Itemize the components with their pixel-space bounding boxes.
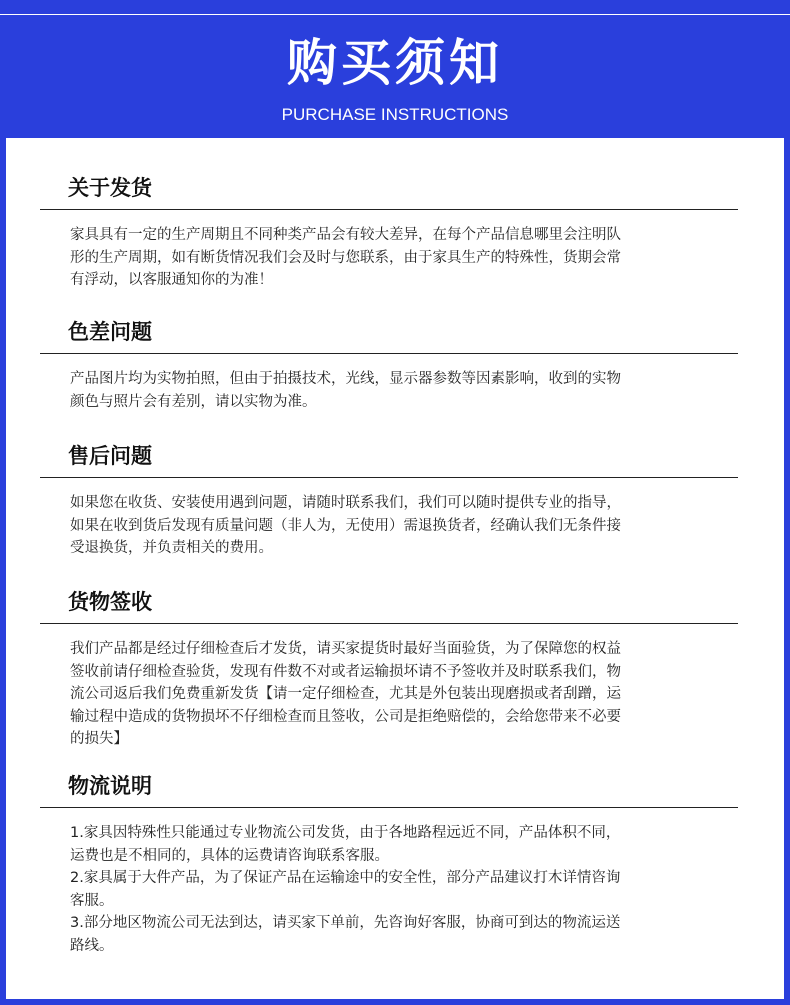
section-body bbox=[40, 624, 738, 751]
section-heading: 物流说明 bbox=[40, 772, 738, 808]
page-subtitle: PURCHASE INSTRUCTIONS bbox=[281, 105, 509, 124]
top-stripe bbox=[0, 0, 790, 14]
body-line: 流公司返后我们免费重新发货【请一定仔细检查，尤其是外包装出现磨损或者刮蹭，运 bbox=[70, 686, 621, 702]
body-line: 3.部分地区物流公司无法到达，请买家下单前，先咨询好客服，协商可到达的物流运送 bbox=[70, 915, 621, 931]
section-body bbox=[40, 478, 738, 560]
body-line: 如果在收到货后发现有质量问题（非人为，无使用）需退换货者，经确认我们无条件接 bbox=[70, 517, 621, 534]
body-line: 颜色与照片会有差别，请以实物为准。 bbox=[70, 393, 317, 410]
page-title: 购买须知 bbox=[287, 34, 503, 92]
body-line: 输过程中造成的货物损坏不仔细检查而且签收，公司是拒绝赔偿的，会给您带来不必要 bbox=[70, 708, 621, 725]
body-line: 路线。 bbox=[70, 937, 114, 954]
body-line: 形的生产周期，如有断货情况我们会及时与您联系，由于家具生产的特殊性，货期会常 bbox=[70, 249, 621, 266]
section-color-difference bbox=[40, 318, 738, 413]
body-line: 如果您在收货、安装使用遇到问题，请随时联系我们，我们可以随时提供专业的指导， bbox=[70, 495, 621, 511]
body-line: 1.家具因特殊性只能通过专业物流公司发货，由于各地路程远近不同，产品体积不同， bbox=[70, 825, 621, 841]
body-line: 家具具有一定的生产周期且不同种类产品会有较大差异，在每个产品信息哪里会注明队 bbox=[70, 227, 621, 243]
section-after-sales bbox=[40, 442, 738, 560]
body-line: 客服。 bbox=[70, 892, 114, 909]
section-body bbox=[40, 808, 738, 957]
section-body bbox=[40, 210, 738, 292]
body-line: 我们产品都是经过仔细检查后才发货，请买家提货时最好当面验货，为了保障您的权益 bbox=[70, 641, 621, 657]
section-body bbox=[40, 354, 738, 413]
section-heading: 关于发货 bbox=[40, 174, 738, 210]
section-shipping bbox=[40, 174, 738, 292]
section-heading: 色差问题 bbox=[40, 318, 738, 354]
section-logistics bbox=[40, 772, 738, 957]
header-banner bbox=[0, 14, 790, 138]
body-line: 受退换货，并负责相关的费用。 bbox=[70, 540, 273, 556]
body-line: 的损失】 bbox=[70, 731, 128, 747]
body-line: 2.家具属于大件产品，为了保证产品在运输途中的安全性，部分产品建议打木详情咨询 bbox=[70, 870, 621, 886]
body-line: 签收前请仔细检查验货，发现有件数不对或者运输损坏请不予签收并及时联系我们，物 bbox=[70, 663, 621, 680]
section-goods-receipt bbox=[40, 588, 738, 751]
section-heading: 售后问题 bbox=[40, 442, 738, 478]
section-heading: 货物签收 bbox=[40, 588, 738, 624]
body-line: 有浮动，以客服通知你的为准！ bbox=[70, 272, 273, 288]
body-line: 产品图片均为实物拍照，但由于拍摄技术，光线，显示器参数等因素影响，收到的实物 bbox=[70, 371, 621, 387]
body-line: 运费也是不相同的，具体的运费请咨询联系客服。 bbox=[70, 847, 389, 864]
